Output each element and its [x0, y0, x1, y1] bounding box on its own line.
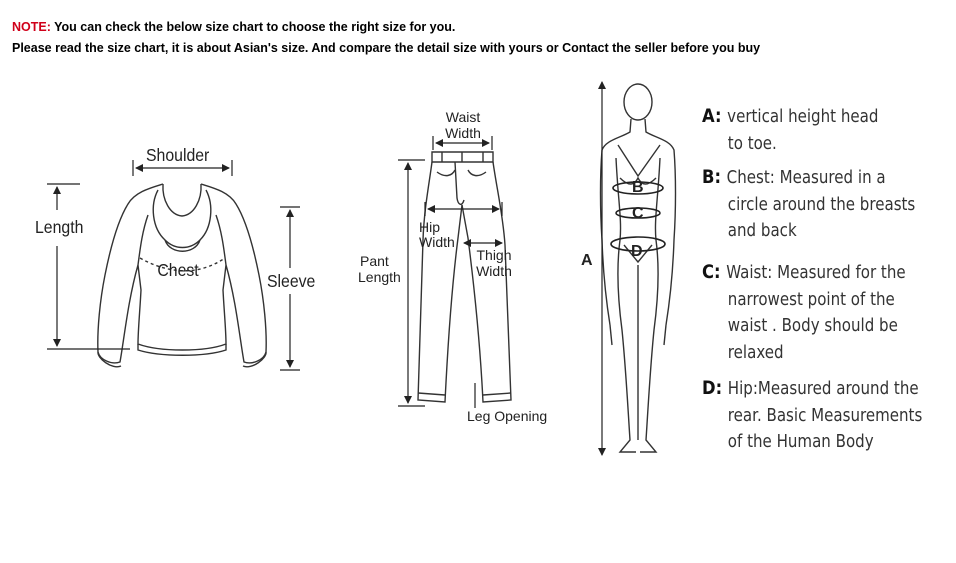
pant-length-label-1: Pant — [360, 253, 389, 269]
body-measure-lines — [602, 82, 665, 455]
legend-b-line-1: Chest: Measured in a — [726, 168, 886, 188]
body-figure — [601, 84, 676, 452]
hip-width-label-2: Width — [419, 234, 455, 250]
waist-width-label-1: Waist — [445, 109, 481, 125]
legend-d-line-1: Hip:Measured around the — [727, 379, 919, 399]
legend-b-line-3: and back — [727, 221, 797, 241]
legend-c-line-4: relaxed — [727, 342, 784, 363]
shoulder-label: Shoulder — [145, 145, 210, 166]
legend-a-line-1: vertical height head — [727, 107, 879, 127]
note-line-2: Please read the size chart, it is about Asian's size. And compare the detail size with yours or Contact the seller before you buy — [12, 41, 761, 55]
body-c-label: C — [632, 205, 644, 222]
note-prefix: NOTE: — [12, 20, 51, 34]
legend-d-line-2: rear. Basic Measurements — [727, 405, 923, 426]
legend-a: A: vertical height head to toe. — [702, 103, 878, 157]
legend-c-line-2: narrowest point of the — [727, 289, 895, 310]
waist-width-label-2: Width — [445, 125, 481, 141]
note-text: You can check the below size chart to choose the right size for you. — [50, 20, 456, 34]
legend-b-key: B — [702, 166, 715, 188]
thigh-width-label-1: Thigh — [476, 247, 512, 263]
legend-c: C: Waist: Measured for the narrowest point of the waist . Body should be relaxed — [702, 259, 906, 366]
legend-b: B: Chest: Measured in a circle around the breasts and back — [702, 164, 915, 245]
leg-opening-label: Leg Opening — [467, 408, 548, 424]
legend-b-line-2: circle around the breasts — [727, 194, 916, 215]
legend-d-line-3: of the Human Body — [727, 432, 874, 452]
length-label: Length — [35, 217, 84, 238]
body-a-label: A — [581, 252, 593, 269]
legend-a-line-2: to toe. — [727, 133, 777, 154]
legend-a-key: A — [702, 105, 715, 127]
pant-length-label-2: Length — [358, 269, 401, 285]
chest-label: Chest — [157, 260, 199, 281]
legend-d: D: Hip:Measured around the rear. Basic Measurements of the Human Body — [702, 375, 922, 456]
legend-c-key: C — [702, 261, 714, 283]
legend-c-line-1: Waist: Measured for the — [726, 263, 906, 283]
body-d-label: D — [631, 243, 643, 260]
legend-d-key: D — [702, 377, 716, 399]
hip-width-label-1: Hip — [419, 219, 441, 235]
body-b-label: B — [632, 179, 644, 196]
thigh-width-label-2: Width — [476, 263, 512, 279]
sleeve-label: Sleeve — [266, 271, 316, 292]
legend-c-line-3: waist . Body should be — [727, 316, 898, 336]
